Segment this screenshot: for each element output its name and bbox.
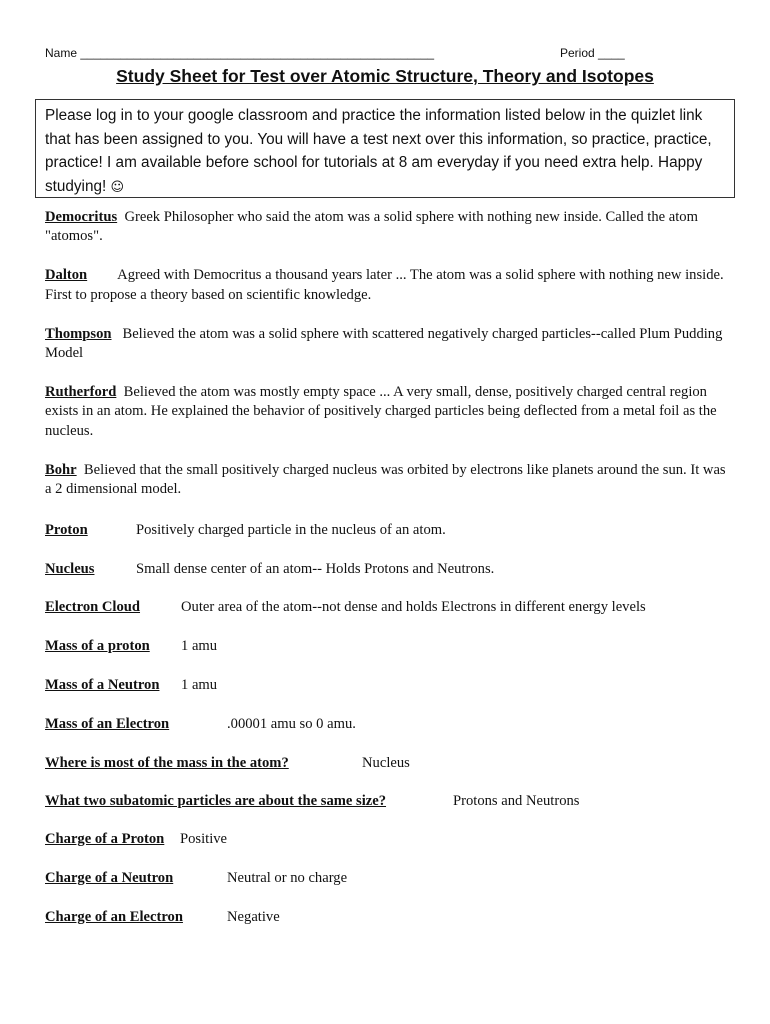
entry-thompson (45, 325, 735, 364)
term-democritus: Democritus (45, 209, 118, 225)
definition-proton: Positively charged particle in the nucleus of an atom. (136, 522, 446, 538)
definition-mass-proton: 1 amu (181, 638, 218, 654)
term-nucleus: Nucleus (45, 561, 95, 577)
term-charge-electron: Charge of an Electron (45, 909, 183, 925)
term-mass-location: Where is most of the mass in the atom? (45, 755, 289, 771)
entry-rutherford (45, 383, 735, 441)
scientist-entries (45, 208, 735, 519)
definition-charge-neutron: Neutral or no charge (227, 870, 348, 886)
definition-mass-location: Nucleus (362, 755, 410, 771)
definition-electron-cloud: Outer area of the atom--not dense and holds Electrons in different energy levels (181, 599, 646, 615)
term-rutherford: Rutherford (45, 383, 117, 400)
term-same-size: What two subatomic particles are about the same size? (45, 793, 387, 809)
definition-rutherford: Believed the atom was mostly empty space ... A very small, dense, positively charged central region exists in an atom. He explained the behavior of positively charged particles being deflected from a metal foil as the nucleus. (45, 383, 717, 439)
notice-text: Please log in to your google classroom and practice the information listed below in the quizlet link that has been assigned to you. You will have a test next over this information, so practice, practice, practice! I am available before school for tutorials at 8 am everyday if you need extra help. Happy studying! (45, 107, 712, 196)
term-mass-proton: Mass of a proton (45, 638, 150, 654)
definition-dalton: Agreed with Democritus a thousand years later ... The atom was a solid sphere with nothing new inside. First to propose a theory based on scientific knowledge. (45, 267, 724, 303)
term-dalton: Dalton (45, 267, 88, 284)
definition-same-size: Protons and Neutrons (453, 793, 580, 809)
term-electron-cloud: Electron Cloud (45, 599, 141, 615)
definition-nucleus: Small dense center of an atom-- Holds Protons and Neutrons. (136, 561, 495, 577)
term-charge-proton: Charge of a Proton (45, 831, 165, 847)
term-thompson: Thompson (45, 325, 112, 342)
entry-dalton (45, 266, 735, 305)
definition-mass-electron: .00001 amu so 0 amu. (227, 716, 356, 732)
period-field: Period ____ (560, 46, 625, 60)
definition-charge-proton: Positive (180, 831, 228, 847)
term-bohr: Bohr (45, 461, 77, 478)
smiley-icon: ☺ (110, 180, 125, 196)
term-proton: Proton (45, 522, 88, 538)
entry-democritus (45, 208, 735, 247)
name-field: Name _____________________________________________________ (45, 46, 435, 60)
notice-box (35, 99, 735, 198)
definition-charge-electron: Negative (227, 909, 280, 925)
page-title: Study Sheet for Test over Atomic Structure, Theory and Isotopes (116, 66, 654, 86)
term-mass-electron: Mass of an Electron (45, 716, 170, 732)
definition-bohr: Believed that the small positively charged nucleus was orbited by electrons like planets around the sun. It was a 2 dimensional model. (45, 461, 726, 498)
header-line (45, 46, 645, 64)
definition-mass-neutron: 1 amu (181, 677, 218, 693)
definition-democritus: Greek Philosopher who said the atom was a solid sphere with nothing new inside. Called the atom "atomos". (45, 209, 698, 245)
definition-thompson: Believed the atom was a solid sphere with scattered negatively charged particles--called Plum Pudding Model (45, 325, 723, 362)
term-charge-neutron: Charge of a Neutron (45, 870, 174, 886)
term-mass-neutron: Mass of a Neutron (45, 677, 160, 693)
entry-bohr (45, 461, 735, 500)
